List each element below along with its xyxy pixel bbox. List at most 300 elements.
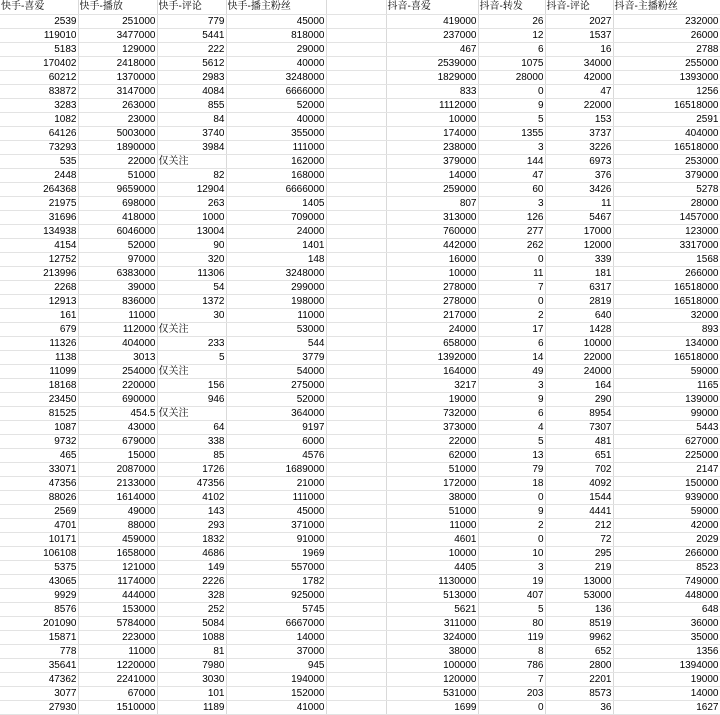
- table-cell[interactable]: 24000: [545, 364, 613, 378]
- table-cell[interactable]: 15000: [78, 448, 157, 462]
- table-cell[interactable]: 237000: [386, 28, 478, 42]
- table-cell[interactable]: 9: [478, 98, 545, 112]
- table-cell[interactable]: 3779: [226, 350, 326, 364]
- table-cell[interactable]: 6383000: [78, 266, 157, 280]
- table-cell[interactable]: 5: [157, 350, 226, 364]
- table-cell[interactable]: 153000: [78, 602, 157, 616]
- table-cell[interactable]: 18: [478, 476, 545, 490]
- table-cell[interactable]: 1568: [613, 252, 720, 266]
- table-cell[interactable]: 47: [478, 168, 545, 182]
- table-cell[interactable]: 22000: [545, 98, 613, 112]
- table-cell[interactable]: 4441: [545, 504, 613, 518]
- table-cell[interactable]: 12752: [0, 252, 78, 266]
- table-cell[interactable]: [326, 448, 386, 462]
- table-cell[interactable]: 156: [157, 378, 226, 392]
- table-cell[interactable]: 293: [157, 518, 226, 532]
- table-cell[interactable]: 251000: [78, 14, 157, 28]
- table-cell[interactable]: 2029: [613, 532, 720, 546]
- table-cell[interactable]: 79: [478, 462, 545, 476]
- table-cell[interactable]: 11000: [78, 644, 157, 658]
- table-cell[interactable]: 47356: [157, 476, 226, 490]
- table-cell[interactable]: [326, 28, 386, 42]
- table-cell[interactable]: 38000: [386, 644, 478, 658]
- table-cell[interactable]: 62000: [386, 448, 478, 462]
- column-header[interactable]: 抖音-评论: [545, 0, 613, 14]
- table-cell[interactable]: 34000: [545, 56, 613, 70]
- table-cell[interactable]: 4154: [0, 238, 78, 252]
- table-cell[interactable]: 1782: [226, 574, 326, 588]
- table-cell[interactable]: 404000: [78, 336, 157, 350]
- table-cell[interactable]: 6317: [545, 280, 613, 294]
- table-cell[interactable]: 121000: [78, 560, 157, 574]
- table-cell[interactable]: 1689000: [226, 462, 326, 476]
- table-cell[interactable]: 16518000: [613, 140, 720, 154]
- table-cell[interactable]: 355000: [226, 126, 326, 140]
- table-cell[interactable]: 4601: [386, 532, 478, 546]
- table-cell[interactable]: 5784000: [78, 616, 157, 630]
- table-cell[interactable]: [326, 672, 386, 686]
- table-cell[interactable]: 467: [386, 42, 478, 56]
- table-cell[interactable]: 818000: [226, 28, 326, 42]
- table-cell[interactable]: 6667000: [226, 616, 326, 630]
- table-cell[interactable]: 212: [545, 518, 613, 532]
- table-cell[interactable]: [326, 420, 386, 434]
- table-cell[interactable]: 8519: [545, 616, 613, 630]
- table-cell[interactable]: 4405: [386, 560, 478, 574]
- table-cell[interactable]: 161: [0, 308, 78, 322]
- table-cell[interactable]: [326, 210, 386, 224]
- table-cell[interactable]: 24000: [386, 322, 478, 336]
- table-cell[interactable]: 120000: [386, 672, 478, 686]
- table-cell[interactable]: 925000: [226, 588, 326, 602]
- table-cell[interactable]: 8523: [613, 560, 720, 574]
- table-cell[interactable]: 10000: [545, 336, 613, 350]
- table-cell[interactable]: 4092: [545, 476, 613, 490]
- table-cell[interactable]: 2539000: [386, 56, 478, 70]
- table-cell[interactable]: 945: [226, 658, 326, 672]
- table-cell[interactable]: 10171: [0, 532, 78, 546]
- table-cell[interactable]: 651: [545, 448, 613, 462]
- table-cell[interactable]: 100000: [386, 658, 478, 672]
- table-cell[interactable]: 778: [0, 644, 78, 658]
- table-cell[interactable]: 11326: [0, 336, 78, 350]
- table-cell[interactable]: 338: [157, 434, 226, 448]
- table-cell[interactable]: 11000: [386, 518, 478, 532]
- table-cell[interactable]: 702: [545, 462, 613, 476]
- table-cell[interactable]: 404000: [613, 126, 720, 140]
- table-cell[interactable]: 893: [613, 322, 720, 336]
- table-cell[interactable]: 11: [478, 266, 545, 280]
- table-cell[interactable]: 557000: [226, 560, 326, 574]
- table-cell[interactable]: 111000: [226, 140, 326, 154]
- table-cell[interactable]: 40000: [226, 56, 326, 70]
- table-cell[interactable]: 1392000: [386, 350, 478, 364]
- table-cell[interactable]: 83872: [0, 84, 78, 98]
- column-header[interactable]: 快手-播放: [78, 0, 157, 14]
- table-cell[interactable]: 253000: [613, 154, 720, 168]
- table-cell[interactable]: 59000: [613, 504, 720, 518]
- table-cell[interactable]: 19000: [613, 672, 720, 686]
- column-header[interactable]: [326, 0, 386, 14]
- table-cell[interactable]: [326, 308, 386, 322]
- table-cell[interactable]: 52000: [226, 98, 326, 112]
- table-cell[interactable]: 仅关注: [157, 322, 226, 336]
- table-cell[interactable]: 14000: [386, 168, 478, 182]
- table-cell[interactable]: 22000: [386, 434, 478, 448]
- table-cell[interactable]: 17000: [545, 224, 613, 238]
- table-cell[interactable]: 1394000: [613, 658, 720, 672]
- table-cell[interactable]: 0: [478, 532, 545, 546]
- table-cell[interactable]: 324000: [386, 630, 478, 644]
- table-cell[interactable]: 164000: [386, 364, 478, 378]
- table-cell[interactable]: 10000: [386, 546, 478, 560]
- table-cell[interactable]: 259000: [386, 182, 478, 196]
- table-cell[interactable]: 33071: [0, 462, 78, 476]
- table-cell[interactable]: 5084: [157, 616, 226, 630]
- table-cell[interactable]: 67000: [78, 686, 157, 700]
- table-cell[interactable]: 836000: [78, 294, 157, 308]
- table-cell[interactable]: 16518000: [613, 280, 720, 294]
- table-cell[interactable]: 225000: [613, 448, 720, 462]
- table-cell[interactable]: 1138: [0, 350, 78, 364]
- table-cell[interactable]: 23000: [78, 112, 157, 126]
- table-cell[interactable]: 153: [545, 112, 613, 126]
- table-cell[interactable]: 749000: [613, 574, 720, 588]
- table-cell[interactable]: 277: [478, 224, 545, 238]
- table-cell[interactable]: 38000: [386, 490, 478, 504]
- table-cell[interactable]: 6000: [226, 434, 326, 448]
- table-cell[interactable]: 170402: [0, 56, 78, 70]
- table-cell[interactable]: 49000: [78, 504, 157, 518]
- table-cell[interactable]: 99000: [613, 406, 720, 420]
- table-cell[interactable]: 0: [478, 490, 545, 504]
- table-cell[interactable]: 143: [157, 504, 226, 518]
- table-cell[interactable]: 299000: [226, 280, 326, 294]
- table-cell[interactable]: 8576: [0, 602, 78, 616]
- table-cell[interactable]: 49: [478, 364, 545, 378]
- table-cell[interactable]: 17: [478, 322, 545, 336]
- table-cell[interactable]: 1428: [545, 322, 613, 336]
- table-cell[interactable]: 88000: [78, 518, 157, 532]
- table-cell[interactable]: [326, 168, 386, 182]
- table-cell[interactable]: 0: [478, 84, 545, 98]
- table-cell[interactable]: 535: [0, 154, 78, 168]
- table-cell[interactable]: 54: [157, 280, 226, 294]
- table-cell[interactable]: 2800: [545, 658, 613, 672]
- table-cell[interactable]: 29000: [226, 42, 326, 56]
- table-cell[interactable]: 2591: [613, 112, 720, 126]
- table-cell[interactable]: 134000: [613, 336, 720, 350]
- table-cell[interactable]: 5: [478, 434, 545, 448]
- table-cell[interactable]: 263: [157, 196, 226, 210]
- table-cell[interactable]: 1256: [613, 84, 720, 98]
- table-cell[interactable]: [326, 518, 386, 532]
- table-cell[interactable]: 2133000: [78, 476, 157, 490]
- table-cell[interactable]: 5278: [613, 182, 720, 196]
- table-cell[interactable]: 4102: [157, 490, 226, 504]
- table-cell[interactable]: 1832: [157, 532, 226, 546]
- table-cell[interactable]: [326, 630, 386, 644]
- table-cell[interactable]: 35641: [0, 658, 78, 672]
- column-header[interactable]: 快手-喜爱: [0, 0, 78, 14]
- table-cell[interactable]: 5443: [613, 420, 720, 434]
- table-cell[interactable]: 39000: [78, 280, 157, 294]
- table-cell[interactable]: 72: [545, 532, 613, 546]
- table-cell[interactable]: 8: [478, 644, 545, 658]
- table-cell[interactable]: 3013: [78, 350, 157, 364]
- table-cell[interactable]: 328: [157, 588, 226, 602]
- table-cell[interactable]: 19: [478, 574, 545, 588]
- table-cell[interactable]: 311000: [386, 616, 478, 630]
- table-cell[interactable]: 15871: [0, 630, 78, 644]
- table-cell[interactable]: 6046000: [78, 224, 157, 238]
- table-cell[interactable]: [326, 574, 386, 588]
- column-header[interactable]: 抖音-转发: [478, 0, 545, 14]
- table-cell[interactable]: 1082: [0, 112, 78, 126]
- table-cell[interactable]: 37000: [226, 644, 326, 658]
- table-cell[interactable]: 4576: [226, 448, 326, 462]
- table-cell[interactable]: 3426: [545, 182, 613, 196]
- table-cell[interactable]: 201090: [0, 616, 78, 630]
- table-cell[interactable]: 148: [226, 252, 326, 266]
- table-cell[interactable]: 4084: [157, 84, 226, 98]
- table-cell[interactable]: 658000: [386, 336, 478, 350]
- table-cell[interactable]: 36000: [613, 616, 720, 630]
- table-cell[interactable]: 1372: [157, 294, 226, 308]
- table-cell[interactable]: [326, 42, 386, 56]
- table-cell[interactable]: 仅关注: [157, 154, 226, 168]
- table-cell[interactable]: 232000: [613, 14, 720, 28]
- table-cell[interactable]: 220000: [78, 378, 157, 392]
- table-cell[interactable]: 364000: [226, 406, 326, 420]
- table-cell[interactable]: 73293: [0, 140, 78, 154]
- table-cell[interactable]: [326, 700, 386, 714]
- table-cell[interactable]: 51000: [78, 168, 157, 182]
- table-cell[interactable]: 64: [157, 420, 226, 434]
- table-cell[interactable]: 26: [478, 14, 545, 28]
- table-cell[interactable]: 5467: [545, 210, 613, 224]
- table-cell[interactable]: 90: [157, 238, 226, 252]
- table-cell[interactable]: [326, 588, 386, 602]
- table-cell[interactable]: 419000: [386, 14, 478, 28]
- table-cell[interactable]: 19000: [386, 392, 478, 406]
- table-cell[interactable]: [326, 392, 386, 406]
- table-cell[interactable]: 1537: [545, 28, 613, 42]
- table-cell[interactable]: 2087000: [78, 462, 157, 476]
- table-cell[interactable]: 786: [478, 658, 545, 672]
- table-cell[interactable]: 1614000: [78, 490, 157, 504]
- table-cell[interactable]: 12: [478, 28, 545, 42]
- table-cell[interactable]: [326, 476, 386, 490]
- table-cell[interactable]: 5621: [386, 602, 478, 616]
- table-cell[interactable]: 41000: [226, 700, 326, 714]
- table-cell[interactable]: 263000: [78, 98, 157, 112]
- table-cell[interactable]: 1401: [226, 238, 326, 252]
- table-cell[interactable]: 698000: [78, 196, 157, 210]
- table-cell[interactable]: 152000: [226, 686, 326, 700]
- table-cell[interactable]: 6973: [545, 154, 613, 168]
- table-cell[interactable]: 16518000: [613, 294, 720, 308]
- table-cell[interactable]: 4686: [157, 546, 226, 560]
- table-cell[interactable]: 106108: [0, 546, 78, 560]
- table-cell[interactable]: 3: [478, 196, 545, 210]
- table-cell[interactable]: 407: [478, 588, 545, 602]
- table-cell[interactable]: 45000: [226, 14, 326, 28]
- table-cell[interactable]: 36: [545, 700, 613, 714]
- table-cell[interactable]: 262: [478, 238, 545, 252]
- table-cell[interactable]: 22000: [78, 154, 157, 168]
- table-cell[interactable]: 27930: [0, 700, 78, 714]
- table-cell[interactable]: [326, 686, 386, 700]
- table-cell[interactable]: [326, 98, 386, 112]
- table-cell[interactable]: [326, 462, 386, 476]
- table-cell[interactable]: 81525: [0, 406, 78, 420]
- table-cell[interactable]: 16: [545, 42, 613, 56]
- table-cell[interactable]: 14000: [226, 630, 326, 644]
- table-cell[interactable]: 5612: [157, 56, 226, 70]
- table-cell[interactable]: [326, 238, 386, 252]
- table-cell[interactable]: 379000: [386, 154, 478, 168]
- table-cell[interactable]: 481: [545, 434, 613, 448]
- table-cell[interactable]: 13: [478, 448, 545, 462]
- table-cell[interactable]: 12000: [545, 238, 613, 252]
- table-cell[interactable]: 14000: [613, 686, 720, 700]
- table-cell[interactable]: 1000: [157, 210, 226, 224]
- table-cell[interactable]: 47: [545, 84, 613, 98]
- table-cell[interactable]: 13000: [545, 574, 613, 588]
- table-cell[interactable]: 2027: [545, 14, 613, 28]
- table-cell[interactable]: 6: [478, 336, 545, 350]
- table-cell[interactable]: 32000: [613, 308, 720, 322]
- table-cell[interactable]: 仅关注: [157, 364, 226, 378]
- table-cell[interactable]: 779: [157, 14, 226, 28]
- table-cell[interactable]: 290: [545, 392, 613, 406]
- table-cell[interactable]: 2: [478, 518, 545, 532]
- table-cell[interactable]: 5441: [157, 28, 226, 42]
- table-cell[interactable]: 42000: [545, 70, 613, 84]
- table-cell[interactable]: 2448: [0, 168, 78, 182]
- table-cell[interactable]: [326, 280, 386, 294]
- table-cell[interactable]: 1393000: [613, 70, 720, 84]
- table-cell[interactable]: 123000: [613, 224, 720, 238]
- table-cell[interactable]: 3077: [0, 686, 78, 700]
- table-cell[interactable]: 223000: [78, 630, 157, 644]
- table-cell[interactable]: 85: [157, 448, 226, 462]
- table-cell[interactable]: [326, 252, 386, 266]
- table-cell[interactable]: 1510000: [78, 700, 157, 714]
- table-cell[interactable]: 60: [478, 182, 545, 196]
- table-cell[interactable]: 652: [545, 644, 613, 658]
- table-cell[interactable]: 31696: [0, 210, 78, 224]
- table-cell[interactable]: 162000: [226, 154, 326, 168]
- table-cell[interactable]: 8573: [545, 686, 613, 700]
- table-cell[interactable]: 168000: [226, 168, 326, 182]
- table-cell[interactable]: 0: [478, 252, 545, 266]
- table-cell[interactable]: 11: [545, 196, 613, 210]
- table-cell[interactable]: 139000: [613, 392, 720, 406]
- table-cell[interactable]: 376: [545, 168, 613, 182]
- table-cell[interactable]: 2147: [613, 462, 720, 476]
- table-cell[interactable]: 648: [613, 602, 720, 616]
- table-cell[interactable]: 21975: [0, 196, 78, 210]
- table-cell[interactable]: 11000: [78, 308, 157, 322]
- table-cell[interactable]: 81: [157, 644, 226, 658]
- table-cell[interactable]: 9929: [0, 588, 78, 602]
- table-cell[interactable]: 2569: [0, 504, 78, 518]
- table-cell[interactable]: [326, 112, 386, 126]
- table-cell[interactable]: 5: [478, 602, 545, 616]
- table-cell[interactable]: 679: [0, 322, 78, 336]
- table-cell[interactable]: 833: [386, 84, 478, 98]
- table-cell[interactable]: [326, 56, 386, 70]
- table-cell[interactable]: 3740: [157, 126, 226, 140]
- table-cell[interactable]: 1544: [545, 490, 613, 504]
- table-cell[interactable]: 10: [478, 546, 545, 560]
- table-cell[interactable]: 126: [478, 210, 545, 224]
- table-cell[interactable]: 26000: [613, 28, 720, 42]
- table-cell[interactable]: 1355: [478, 126, 545, 140]
- table-cell[interactable]: 3737: [545, 126, 613, 140]
- table-cell[interactable]: 2788: [613, 42, 720, 56]
- table-cell[interactable]: 42000: [613, 518, 720, 532]
- table-cell[interactable]: 24000: [226, 224, 326, 238]
- table-cell[interactable]: 3: [478, 378, 545, 392]
- table-cell[interactable]: 760000: [386, 224, 478, 238]
- table-cell[interactable]: 264368: [0, 182, 78, 196]
- table-cell[interactable]: 266000: [613, 266, 720, 280]
- table-cell[interactable]: 379000: [613, 168, 720, 182]
- table-cell[interactable]: 807: [386, 196, 478, 210]
- table-cell[interactable]: 6666000: [226, 182, 326, 196]
- table-cell[interactable]: 217000: [386, 308, 478, 322]
- table-cell[interactable]: 2819: [545, 294, 613, 308]
- table-cell[interactable]: 690000: [78, 392, 157, 406]
- table-cell[interactable]: [326, 182, 386, 196]
- table-cell[interactable]: 1457000: [613, 210, 720, 224]
- table-cell[interactable]: 5183: [0, 42, 78, 56]
- table-cell[interactable]: 164: [545, 378, 613, 392]
- table-cell[interactable]: [326, 126, 386, 140]
- table-cell[interactable]: 3147000: [78, 84, 157, 98]
- table-cell[interactable]: 531000: [386, 686, 478, 700]
- table-cell[interactable]: 513000: [386, 588, 478, 602]
- table-cell[interactable]: 112000: [78, 322, 157, 336]
- table-cell[interactable]: 3477000: [78, 28, 157, 42]
- table-cell[interactable]: 732000: [386, 406, 478, 420]
- table-cell[interactable]: 3248000: [226, 266, 326, 280]
- table-cell[interactable]: 129000: [78, 42, 157, 56]
- table-cell[interactable]: 5: [478, 112, 545, 126]
- table-cell[interactable]: 1087: [0, 420, 78, 434]
- table-cell[interactable]: 371000: [226, 518, 326, 532]
- table-cell[interactable]: 3248000: [226, 70, 326, 84]
- table-cell[interactable]: 2539: [0, 14, 78, 28]
- table-cell[interactable]: 144: [478, 154, 545, 168]
- table-cell[interactable]: 418000: [78, 210, 157, 224]
- table-cell[interactable]: 3217: [386, 378, 478, 392]
- table-cell[interactable]: 53000: [545, 588, 613, 602]
- table-cell[interactable]: 3: [478, 140, 545, 154]
- table-cell[interactable]: 373000: [386, 420, 478, 434]
- table-cell[interactable]: 119010: [0, 28, 78, 42]
- table-cell[interactable]: 454.5: [78, 406, 157, 420]
- table-cell[interactable]: 43065: [0, 574, 78, 588]
- table-cell[interactable]: 4701: [0, 518, 78, 532]
- table-cell[interactable]: 679000: [78, 434, 157, 448]
- table-cell[interactable]: [326, 350, 386, 364]
- table-cell[interactable]: 35000: [613, 630, 720, 644]
- table-cell[interactable]: 1112000: [386, 98, 478, 112]
